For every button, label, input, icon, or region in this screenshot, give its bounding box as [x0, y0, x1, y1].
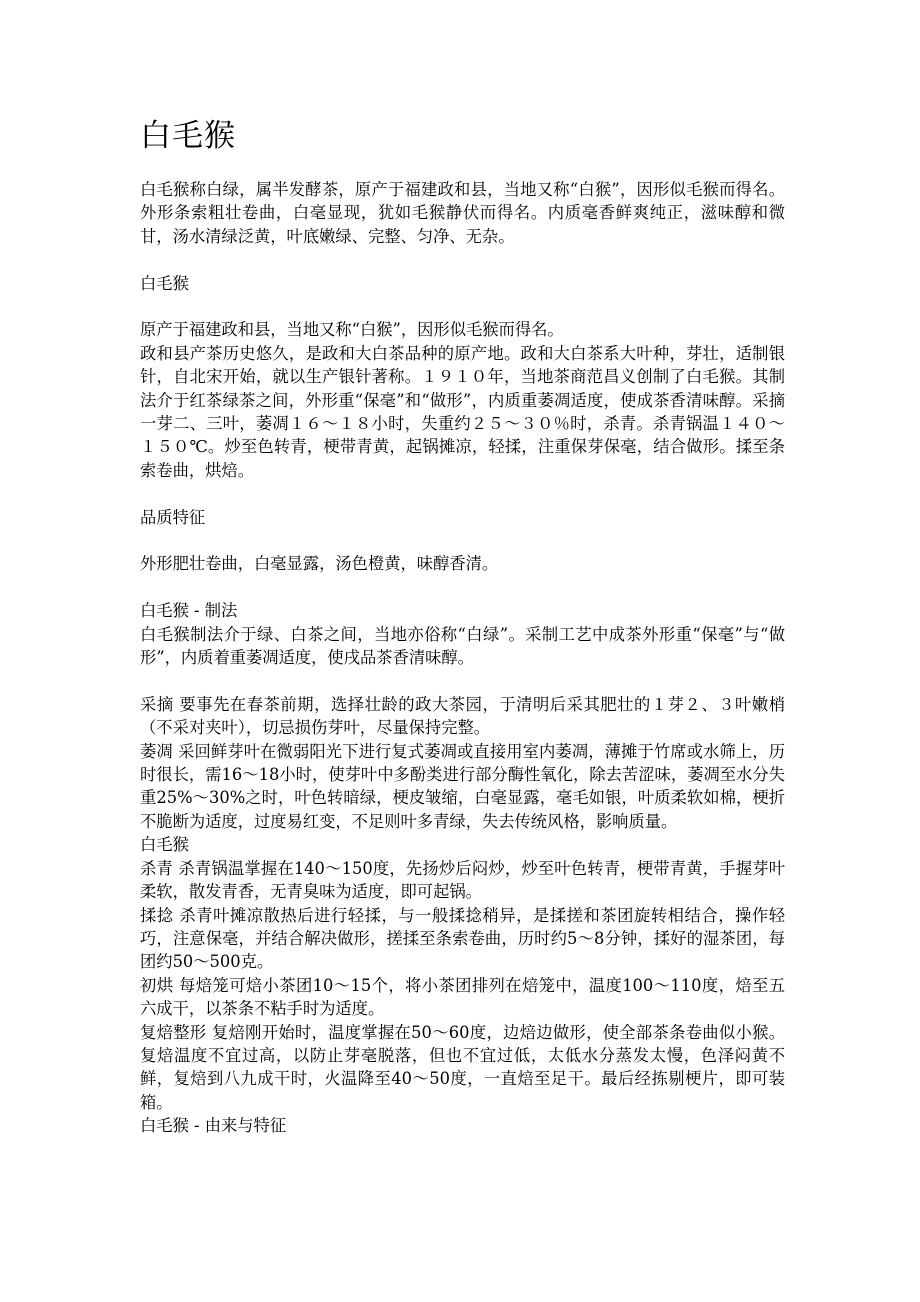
- paragraph-spacer: [140, 576, 785, 599]
- quality-paragraph: 外形肥壮卷曲，白毫显露，汤色橙黄，味醇香清。: [140, 554, 499, 574]
- history-paragraph: 政和县产茶历史悠久，是政和大白茶品种的原产地。政和大白茶系大叶种，芽壮，适制银针，自北宋开始，就以生产银针著称。１９１０年，当地茶商范昌义创制了白毛猴。其制法介于红茶绿茶之间，外形重“保毫”和“做形”，内质重萎凋适度，使成茶香清味醇。采摘一芽二、三叶，萎凋１６～１８小时，失重约２５～３０％时，杀青。杀青锅温１４０～１５０℃。炒至色转青，梗带青黄，起锅摊凉，轻揉，注重保芽保毫，结合做形。揉至条索卷曲，烘焙。: [140, 343, 785, 480]
- first-drying-step: 初烘 每焙笼可焙小茶团10～15个，将小茶团排列在焙笼中，温度100～110度，焙至五六成干，以茶条不粘手时为适度。: [140, 975, 785, 1019]
- origin-heading: 白毛猴 - 由来与特征: [140, 1116, 287, 1136]
- redrying-step: 复焙整形 复焙刚开始时，温度掌握在50～60度，边焙边做形，使全部茶条卷曲似小猴。复焙温度不宜过高，以防止芽毫脱落，但也不宜过低，太低水分蒸发太慢，色泽闷黄不鲜，复焙到八九成干时，火温降至40～50度，一直焙至足干。最后经拣剔梗片，即可装箱。: [140, 1022, 785, 1112]
- document-title: 白毛猴: [140, 118, 236, 154]
- paragraph-spacer: [140, 248, 785, 271]
- picking-step: 采摘 要事先在春茶前期，选择壮龄的政大茶园，于清明后采其肥壮的１芽２、３叶嫩梢（不采对夹叶），切忌损伤芽叶，尽量保持完整。: [140, 694, 785, 738]
- quality-heading: 品质特征: [140, 507, 206, 527]
- intro-paragraph: 白毛猴称白绿，属半发酵茶，原产于福建政和县，当地又称“白猴”，因形似毛猴而得名。外形条索粗壮卷曲，白毫显现，犹如毛猴静伏而得名。内质毫香鲜爽纯正，滋味醇和微甘，汤水清绿泛黄，叶底嫩绿、完整、匀净、无杂。: [140, 180, 785, 246]
- document-body: [140, 178, 785, 1138]
- paragraph-spacer: [140, 482, 785, 505]
- withering-step: 萎凋 采回鲜芽叶在微弱阳光下进行复式萎凋或直接用室内萎凋，薄摊于竹席或水筛上，历时很长，需16～18小时，使芽叶中多酚类进行部分酶性氧化，除去苦涩味，萎凋至水分失重25%～30%之时，叶色转暗绿，梗皮皱缩，白毫显露，毫毛如银，叶质柔软如棉，梗折不脆断为适度，过度易红变，不足则叶多青绿，失去传统风格，影响质量。: [140, 741, 785, 831]
- method-heading: 白毛猴 - 制法: [140, 601, 238, 621]
- paragraph-spacer: [140, 669, 785, 692]
- fixing-step: 杀青 杀青锅温掌握在140～150度，先扬炒后闷炒，炒至叶色转青，梗带青黄，手握芽叶柔软，散发青香，无青臭味为适度，即可起锅。: [140, 858, 785, 902]
- rolling-step: 揉捻 杀青叶摊凉散热后进行轻揉，与一般揉捻稍异，是揉搓和茶团旋转相结合，操作轻巧，注意保毫，并结合解决做形，搓揉至条索卷曲，历时约5～8分钟，揉好的湿茶团，每团约50～500克。: [140, 905, 785, 972]
- method-intro-paragraph: 白毛猴制法介于绿、白茶之间，当地亦俗称“白绿”。采制工艺中成茶外形重“保毫”与“做形”，内质着重萎凋适度，使戌品茶香清味醇。: [140, 624, 785, 668]
- origin-paragraph: 原产于福建政和县，当地又称“白猴”，因形似毛猴而得名。: [140, 320, 564, 340]
- paragraph-spacer: [140, 295, 785, 318]
- section-heading: 白毛猴: [140, 835, 189, 855]
- section-heading: 白毛猴: [140, 273, 189, 293]
- paragraph-spacer: [140, 529, 785, 552]
